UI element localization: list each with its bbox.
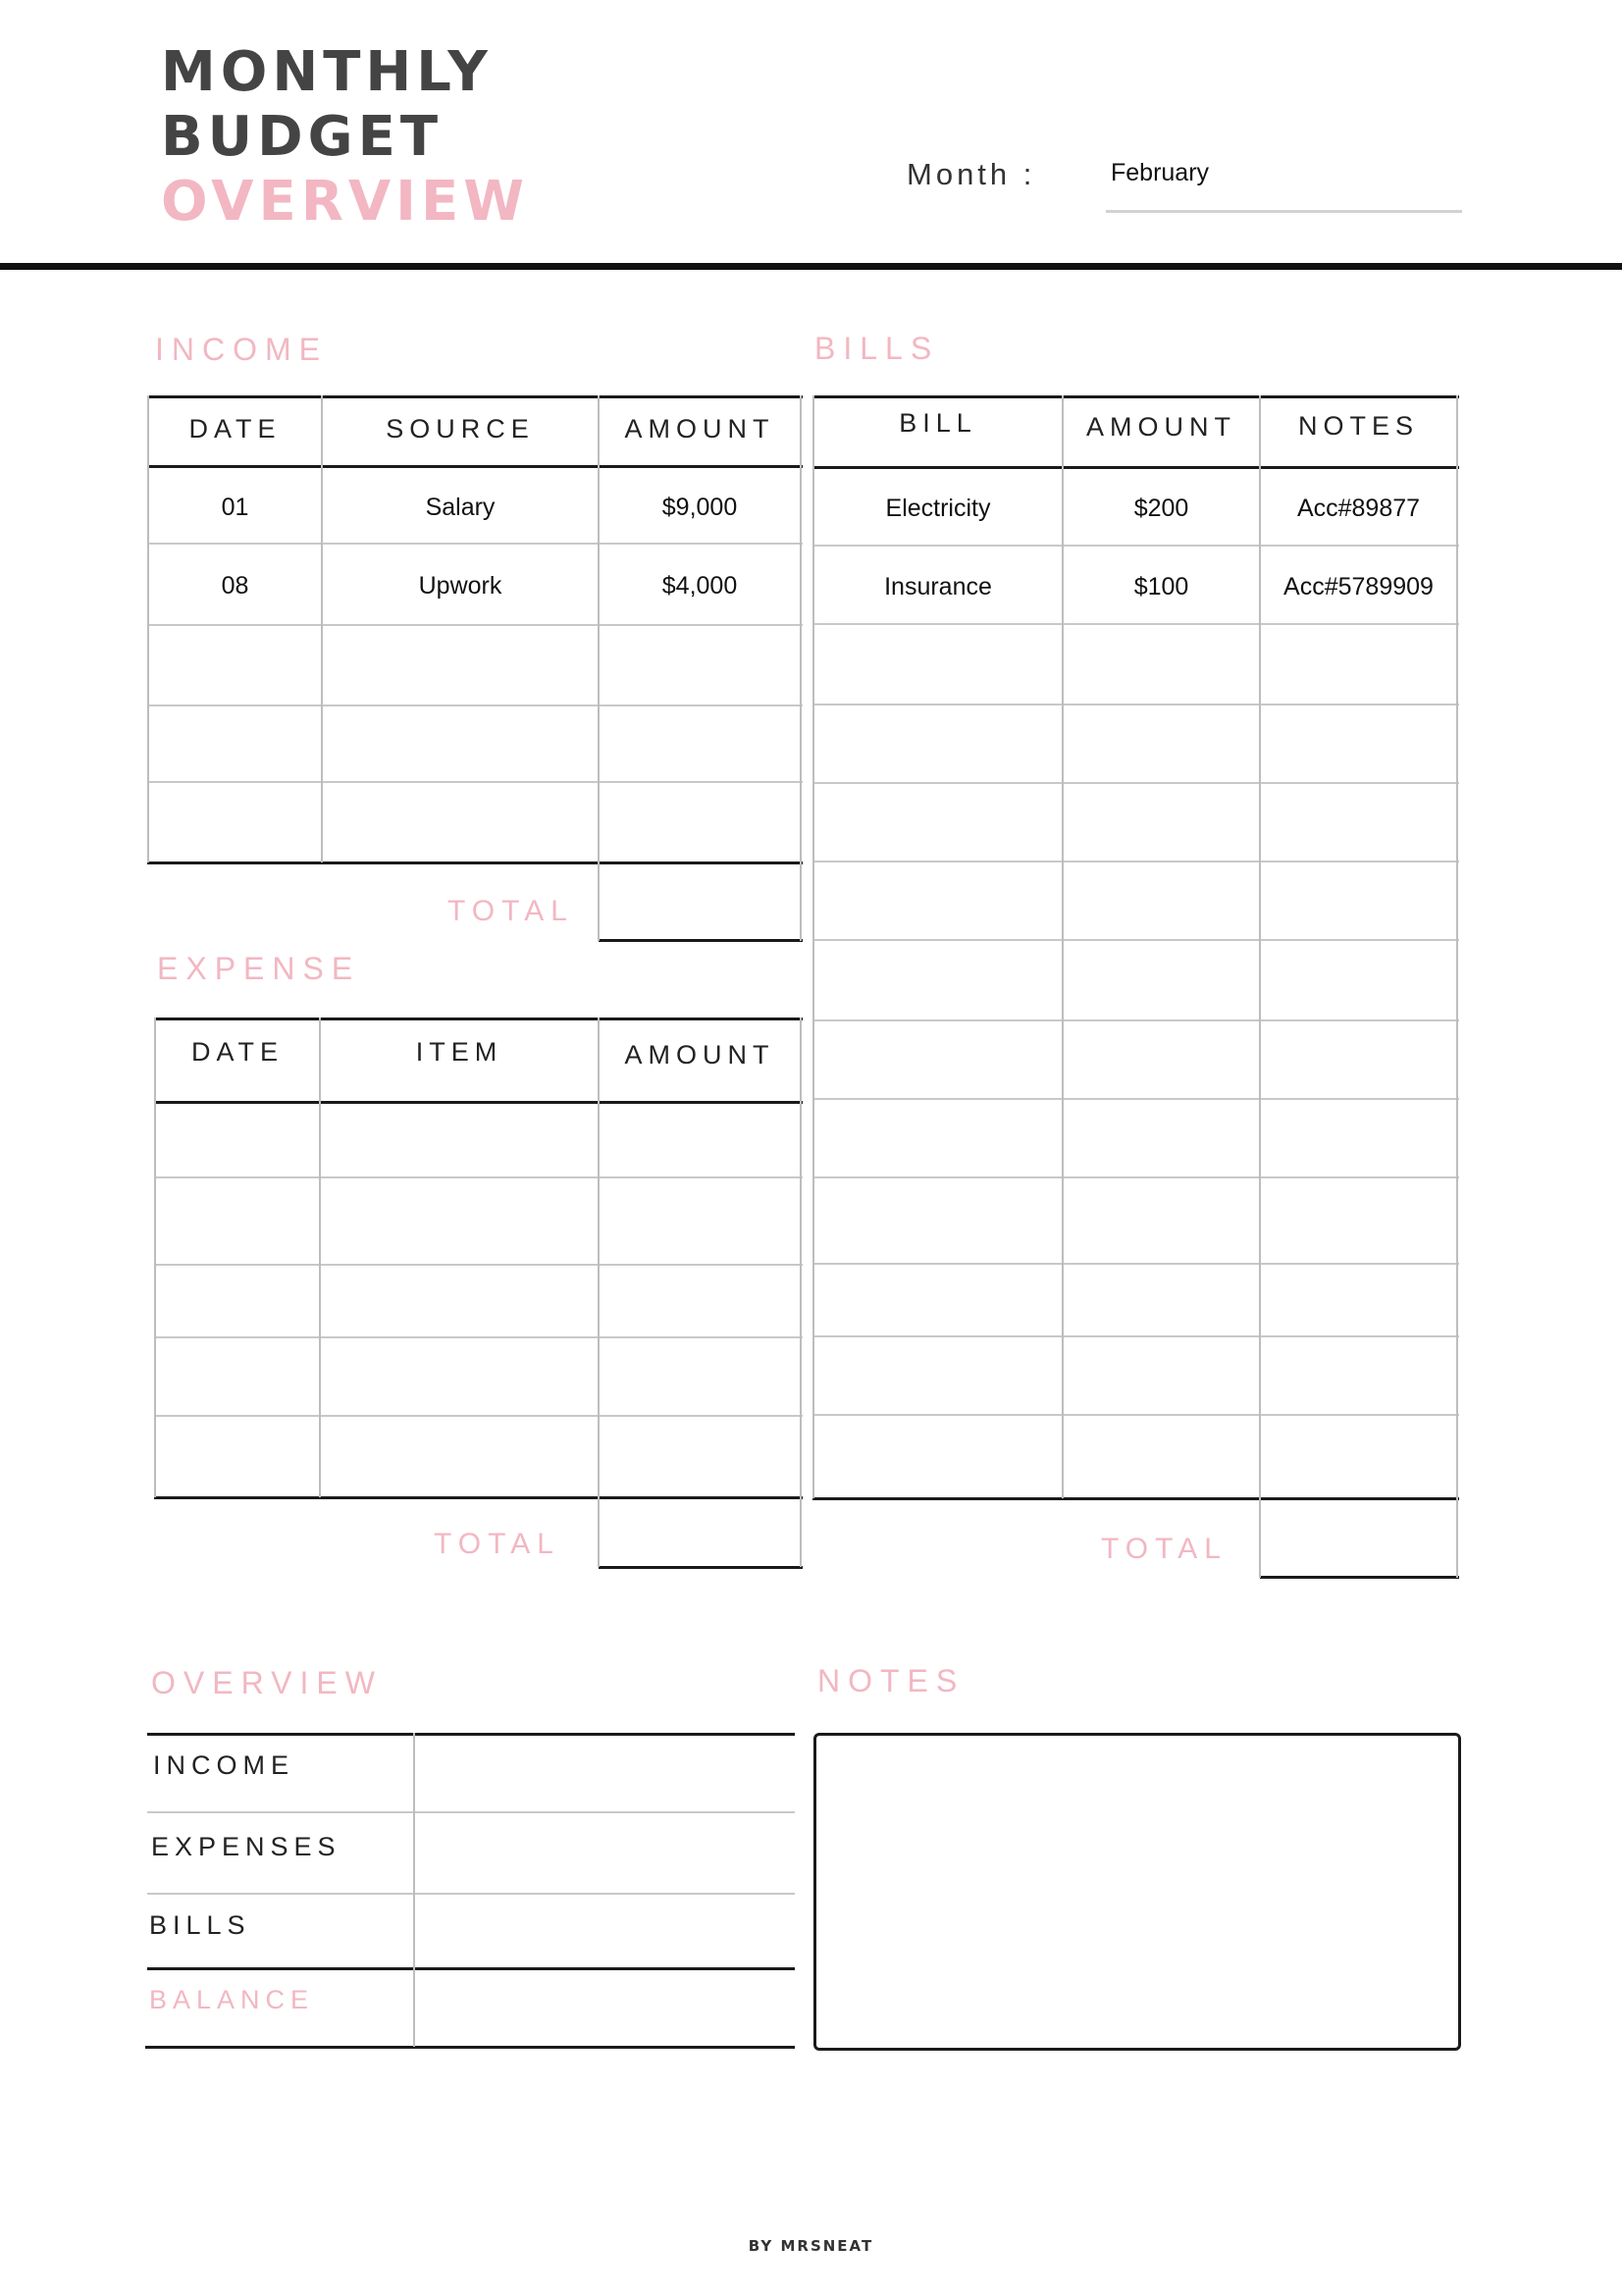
header-rule	[0, 263, 1622, 270]
income-col-source: SOURCE	[386, 414, 535, 444]
overview-expenses-label: EXPENSES	[151, 1832, 341, 1861]
expense-section-title: EXPENSE	[157, 951, 361, 986]
title-overview: OVERVIEW	[161, 170, 530, 234]
bills-section-title: BILLS	[814, 331, 940, 366]
income-total-label: TOTAL	[447, 895, 574, 927]
bills-row2-notes[interactable]: Acc#5789909	[1283, 573, 1434, 600]
income-col-amount: AMOUNT	[624, 414, 775, 444]
bills-total-label: TOTAL	[1101, 1533, 1228, 1565]
notes-section-title: NOTES	[817, 1663, 966, 1698]
income-row1-source[interactable]: Salary	[425, 494, 496, 521]
income-section-title: INCOME	[155, 332, 328, 367]
income-row1-amount[interactable]: $9,000	[661, 494, 738, 521]
bills-row1-amount[interactable]: $200	[1133, 495, 1189, 522]
bills-col-bill: BILL	[899, 408, 977, 438]
bills-row1-notes[interactable]: Acc#89877	[1296, 495, 1421, 522]
expense-col-item: ITEM	[415, 1037, 503, 1067]
footer-credit: BY MRSNEAT	[748, 2237, 874, 2255]
income-row2-source[interactable]: Upwork	[418, 572, 502, 600]
bills-col-amount: AMOUNT	[1086, 412, 1236, 442]
bills-col-notes: NOTES	[1297, 411, 1419, 441]
bills-row1-bill[interactable]: Electricity	[885, 495, 991, 522]
income-row2-amount[interactable]: $4,000	[661, 572, 738, 600]
bills-row2-bill[interactable]: Insurance	[884, 573, 992, 600]
overview-balance-label: BALANCE	[149, 1985, 315, 2014]
title-budget: BUDGET	[161, 105, 444, 169]
income-row1-date[interactable]: 01	[221, 494, 249, 521]
overview-section-title: OVERVIEW	[151, 1665, 383, 1700]
month-underline	[1106, 210, 1462, 213]
title-monthly: MONTHLY	[161, 40, 493, 104]
month-field[interactable]: February	[1111, 159, 1210, 186]
expense-total-label: TOTAL	[434, 1528, 560, 1560]
income-col-date: DATE	[188, 414, 282, 444]
income-row2-date[interactable]: 08	[221, 572, 249, 600]
bills-row2-amount[interactable]: $100	[1133, 573, 1189, 600]
overview-income-label: INCOME	[153, 1750, 294, 1780]
month-label: Month :	[907, 157, 1036, 191]
expense-col-amount: AMOUNT	[624, 1040, 775, 1070]
overview-bills-label: BILLS	[149, 1910, 251, 1940]
notes-box[interactable]	[813, 1733, 1461, 2051]
expense-col-date: DATE	[190, 1037, 284, 1067]
